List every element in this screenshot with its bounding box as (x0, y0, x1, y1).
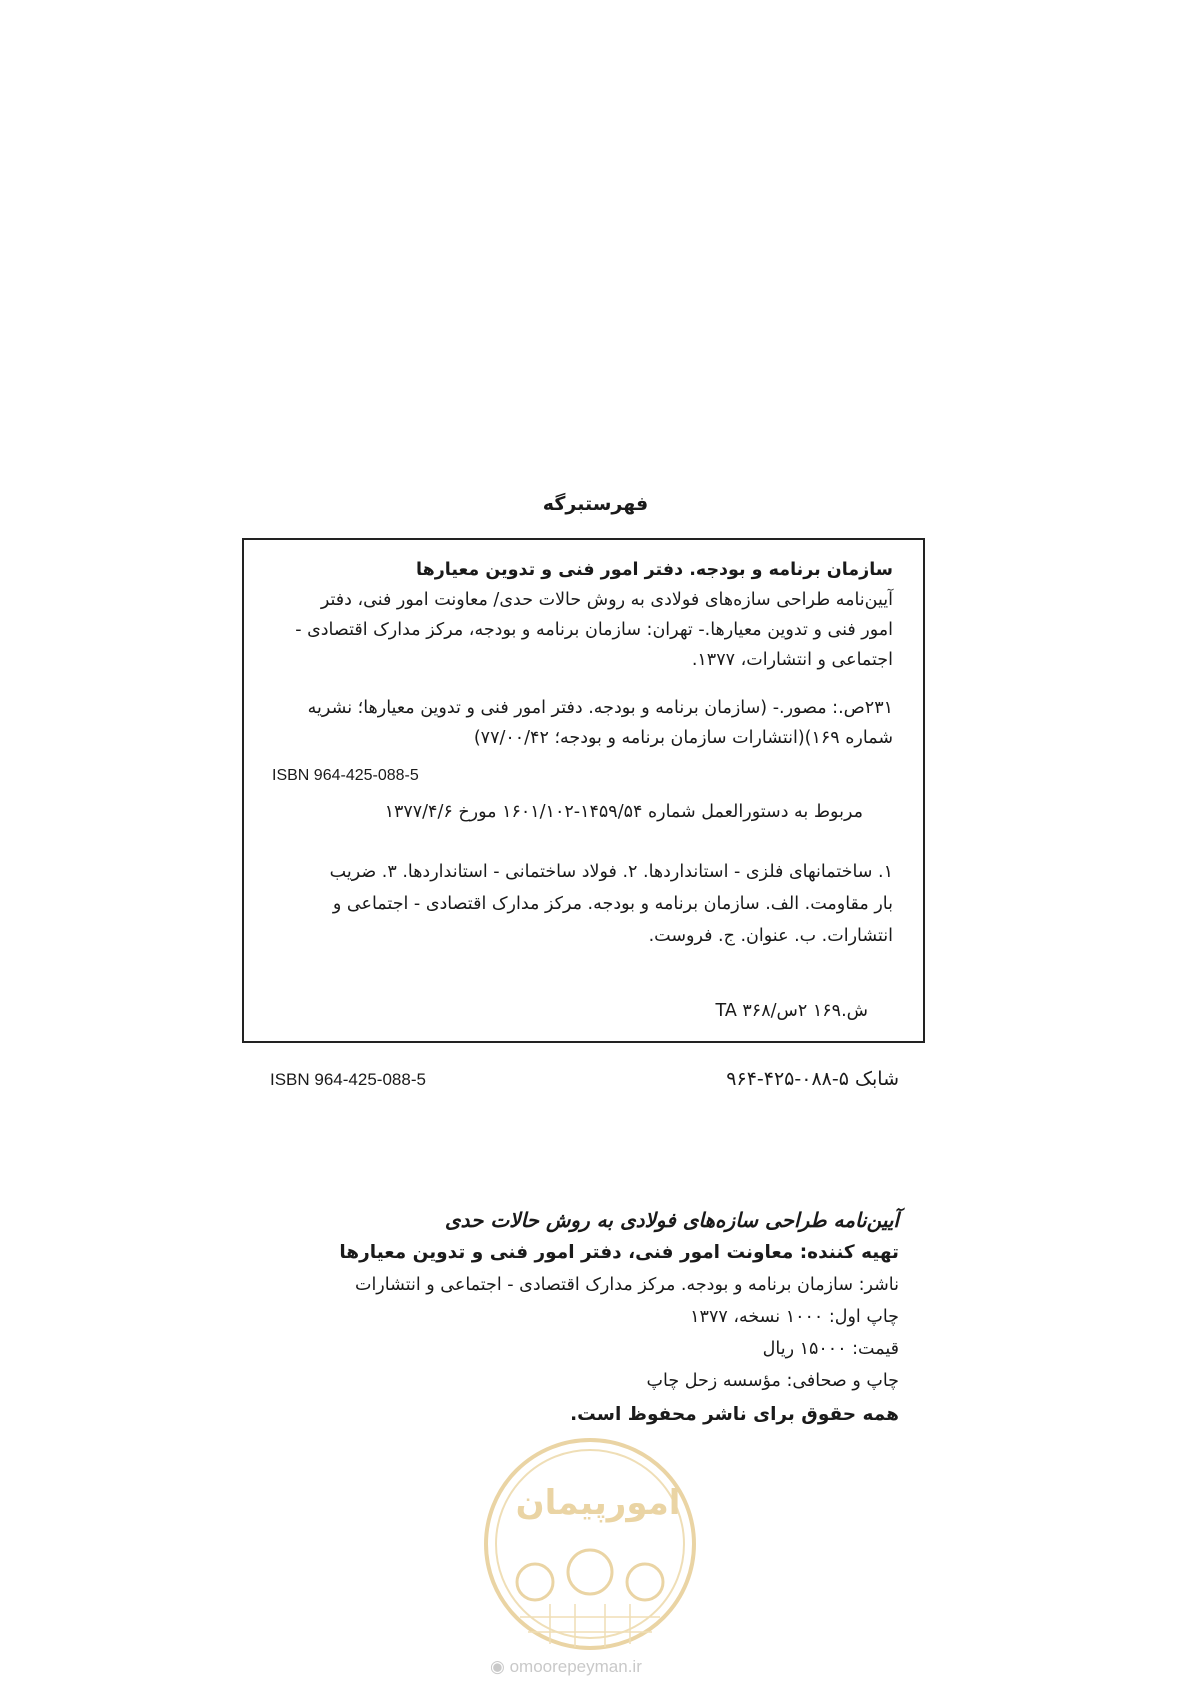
catalog-title-line-3: اجتماعی و انتشارات، ۱۳۷۷. (691, 650, 893, 670)
catalog-classification: ش.۱۶۹ ۲س/۳۶۸ TA (715, 1001, 868, 1021)
watermark-logo-text: امورپیمان (515, 1483, 681, 1523)
globe-icon: ◉ (490, 1657, 505, 1676)
imprint-book-title: آیین‌نامه طراحی سازه‌های فولادی به روش حالات حدی (444, 1208, 899, 1232)
imprint-price: قیمت: ۱۵۰۰۰ ریال (762, 1339, 899, 1359)
catalog-subject-line-2: بار مقاومت. الف. سازمان برنامه و بودجه. مرکز مدارک اقتصادی - اجتماعی و (332, 894, 893, 914)
catalog-subject-line-1: ۱. ساختمانهای فلزی - استانداردها. ۲. فولاد ساختمانی - استانداردها. ۳. ضریب (329, 862, 893, 882)
watermark-url (490, 1657, 642, 1677)
catalog-title-line-2: امور فنی و تدوین معیارها.- تهران: سازمان برنامه و بودجه، مرکز مدارک اقتصادی - (295, 620, 893, 640)
watermark-logo (480, 1432, 700, 1657)
catalog-series-line-2: شماره ۱۶۹)(انتشارات سازمان برنامه و بودجه؛ ۷۷/۰۰/۴۲) (473, 728, 893, 748)
imprint-printer: چاپ و صحافی: مؤسسه زحل چاپ (646, 1371, 899, 1391)
imprint-edition: چاپ اول: ۱۰۰۰ نسخه، ۱۳۷۷ (690, 1307, 899, 1327)
imprint-prepared-by: تهیه کننده: معاونت امور فنی، دفتر امور فنی و تدوین معیارها (339, 1242, 899, 1263)
catalog-series-line-1: ۲۳۱ص.: مصور.- (سازمان برنامه و بودجه. دفتر امور فنی و تدوین معیارها؛ نشریه (307, 698, 893, 718)
catalog-isbn: ISBN 964-425-088-5 (272, 767, 419, 784)
imprint-rights: همه حقوق برای ناشر محفوظ است. (570, 1404, 899, 1425)
catalog-title-line-1: آیین‌نامه طراحی سازه‌های فولادی به روش حالات حدی/ معاونت امور فنی، دفتر (320, 590, 893, 610)
isbn-persian: شابک ۵-۰۸۸-۴۲۵-۹۶۴ (726, 1068, 899, 1090)
catalog-note-line: مربوط به دستورالعمل شماره ۱۴۵۹/۵۴-۱۶۰۱/۱۰۲ مورخ ۱۳۷۷/۴/۶ (384, 802, 863, 822)
imprint-publisher: ناشر: سازمان برنامه و بودجه. مرکز مدارک اقتصادی - اجتماعی و انتشارات (354, 1275, 899, 1295)
catalog-heading: فهرستبرگه (542, 493, 649, 515)
catalog-author-line: سازمان برنامه و بودجه. دفتر امور فنی و تدوین معیارها (416, 560, 893, 580)
catalog-subject-line-3: انتشارات. ب. عنوان. ج. فروست. (648, 926, 893, 946)
cataloging-record-box (242, 538, 925, 1043)
watermark-url-text: omoorepeyman.ir (509, 1657, 642, 1676)
isbn-latin: ISBN 964-425-088-5 (270, 1070, 426, 1089)
